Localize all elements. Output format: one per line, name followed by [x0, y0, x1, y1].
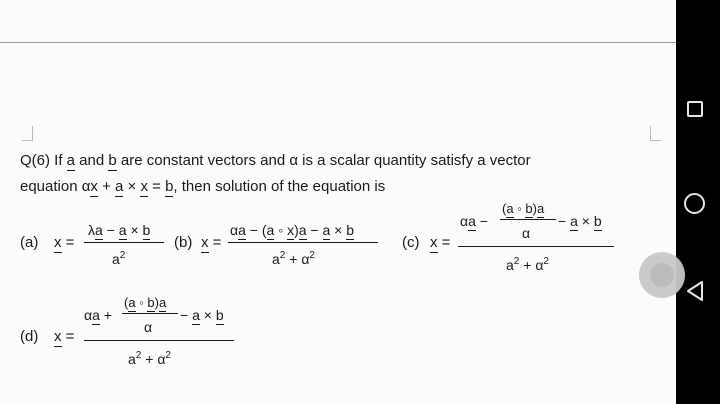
vector-b: b — [108, 152, 117, 169]
num-minus2: − — [306, 222, 323, 238]
eq-equals: = — [147, 178, 166, 195]
option-b-x: x — [201, 234, 209, 251]
num-a: a — [95, 222, 103, 238]
option-c-equals: = — [437, 234, 451, 251]
num-alpha: α — [84, 307, 93, 323]
fraction-bar — [84, 340, 234, 341]
den-exp2: 2 — [309, 250, 315, 261]
num-a3: a — [298, 222, 307, 238]
text-constant-vectors: are constant vectors and — [116, 152, 290, 169]
eq-plus: + — [97, 178, 116, 195]
den-alpha: α — [301, 251, 310, 267]
num-cross: × — [330, 222, 347, 238]
option-d-fraction — [84, 294, 234, 368]
inner-a2: a — [159, 295, 167, 310]
option-c-denominator — [506, 253, 549, 274]
num-b: b — [346, 222, 355, 238]
option-d-inner-numerator — [124, 294, 166, 312]
num-cross: × — [126, 222, 143, 238]
den-a: a — [272, 251, 280, 267]
option-b-label: (b) — [174, 234, 193, 251]
num-dot: ◦ — [274, 222, 288, 238]
num-b: b — [215, 307, 224, 323]
inner-a2: a — [537, 201, 545, 216]
eq-a: a — [115, 178, 124, 195]
vector-equation — [82, 178, 174, 197]
eq-x: x — [90, 178, 98, 195]
inner-close: ) — [154, 295, 159, 310]
num-a2: a — [192, 307, 200, 323]
option-a-fraction — [84, 221, 164, 267]
num-minus-paren: − ( — [245, 222, 267, 238]
option-d-denominator — [128, 347, 171, 368]
question-number: Q(6) If — [20, 152, 67, 169]
num-a2: a — [118, 222, 127, 238]
num-a: a — [468, 213, 476, 229]
num-a: a — [238, 222, 246, 238]
eq-x2: x — [140, 178, 148, 195]
den-plus: + — [141, 351, 158, 367]
num-close: ) — [294, 222, 299, 238]
eq-b: b — [165, 178, 174, 195]
inner-b: b — [147, 295, 155, 310]
vector-a: a — [66, 152, 76, 169]
assistive-touch-button[interactable] — [639, 252, 685, 298]
inner-open: ( — [502, 201, 507, 216]
option-a-lhs — [54, 234, 74, 252]
option-c-num-post — [558, 212, 602, 230]
den-exp: 2 — [135, 350, 142, 361]
num-plus: + — [99, 307, 112, 323]
option-c-inner-numerator — [502, 200, 544, 218]
den-exp: 2 — [119, 250, 126, 261]
text-and: and — [75, 152, 109, 169]
option-a-x: x — [54, 234, 62, 251]
option-b-numerator — [230, 221, 354, 239]
option-c-num-pre — [460, 212, 488, 230]
option-b-fraction — [228, 221, 378, 267]
num-a: a — [92, 307, 100, 323]
inner-a: a — [506, 201, 514, 216]
text-scalar-quantity: is a scalar quantity satisfy a vector — [298, 152, 531, 169]
num-a4: a — [322, 222, 331, 238]
option-b-equals: = — [208, 234, 222, 251]
num-alpha: α — [460, 213, 469, 229]
num-b: b — [593, 213, 602, 229]
den-a: a — [506, 257, 514, 273]
fraction-bar — [458, 246, 614, 247]
question-line-1 — [20, 152, 531, 170]
eq-alpha: α — [81, 178, 91, 195]
num-a2: a — [266, 222, 275, 238]
option-c-label: (c) — [402, 234, 420, 251]
text-then-solution: , then solution of the equation is — [173, 178, 386, 195]
inner-fraction-bar — [122, 313, 178, 314]
option-d-label: (d) — [20, 328, 39, 345]
den-exp2: 2 — [165, 350, 171, 361]
option-d-inner-denominator: α — [144, 319, 153, 335]
num-minus: − — [475, 213, 488, 229]
home-icon[interactable] — [684, 193, 705, 214]
option-b-denominator — [272, 247, 315, 268]
inner-dot: ◦ — [135, 295, 148, 310]
option-c-x: x — [430, 234, 438, 251]
assistive-touch-inner — [650, 263, 674, 287]
inner-fraction-bar — [500, 219, 556, 220]
num-minus2: − — [558, 213, 571, 229]
den-exp: 2 — [513, 256, 520, 267]
den-a: a — [128, 351, 136, 367]
den-plus: + — [519, 257, 536, 273]
alpha-symbol: α — [289, 152, 299, 169]
num-x: x — [287, 222, 295, 238]
num-a2: a — [570, 213, 578, 229]
num-lambda: λ — [88, 222, 95, 238]
option-c-inner-denominator: α — [522, 225, 531, 241]
num-alpha: α — [230, 222, 239, 238]
inner-a: a — [128, 295, 136, 310]
back-icon[interactable] — [684, 279, 706, 303]
den-alpha: α — [157, 351, 166, 367]
den-plus: + — [285, 251, 302, 267]
recent-apps-icon[interactable] — [687, 101, 703, 117]
margin-corner-right — [650, 126, 661, 141]
option-b-lhs — [201, 234, 221, 252]
question-line-2 — [20, 178, 385, 196]
eq-cross: × — [123, 178, 141, 195]
inner-b: b — [525, 201, 533, 216]
option-c-lhs — [430, 234, 450, 252]
num-b: b — [142, 222, 151, 238]
num-minus: − — [180, 307, 193, 323]
margin-corner-left — [22, 126, 33, 141]
option-a-equals: = — [61, 234, 75, 251]
option-d-x: x — [54, 328, 62, 345]
option-c-fraction — [458, 200, 614, 274]
option-d-num-pre — [84, 306, 112, 324]
den-alpha: α — [535, 257, 544, 273]
option-a-denominator — [112, 247, 125, 268]
num-cross: × — [577, 213, 594, 229]
header-divider — [0, 42, 676, 43]
den-exp2: 2 — [543, 256, 549, 267]
fraction-bar — [84, 242, 164, 243]
inner-close: ) — [532, 201, 537, 216]
option-d-equals: = — [61, 328, 75, 345]
fraction-bar — [228, 242, 378, 243]
option-a-label: (a) — [20, 234, 39, 251]
option-d-num-post — [180, 306, 224, 324]
den-exp: 2 — [279, 250, 286, 261]
text-equation: equation — [20, 178, 82, 195]
num-cross: × — [199, 307, 216, 323]
option-a-numerator — [88, 221, 150, 239]
inner-dot: ◦ — [513, 201, 526, 216]
option-d-lhs — [54, 328, 74, 346]
den-a: a — [112, 251, 120, 267]
inner-open: ( — [124, 295, 129, 310]
num-minus: − — [102, 222, 119, 238]
